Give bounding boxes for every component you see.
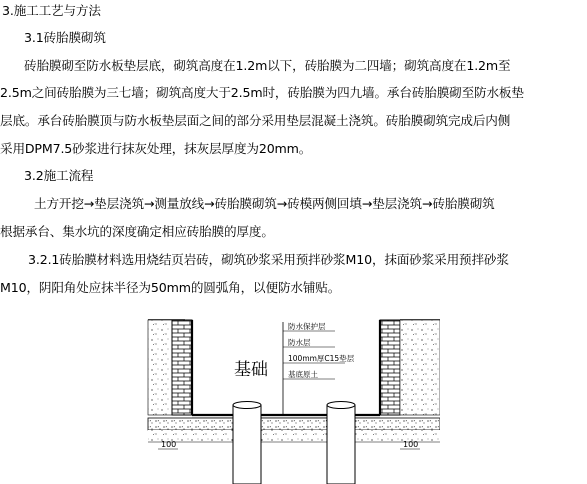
dimension-label: 100 <box>403 440 419 449</box>
dimension-label: 100 <box>161 440 177 449</box>
paragraph-line: M10，阴阳角处应抹半径为50mm的圆弧角，以便防水铺贴。 <box>0 280 341 295</box>
layer-label: 防水层 <box>288 338 311 347</box>
section-heading: 3.施工工艺与方法 <box>2 3 101 18</box>
flow-note: 根据承台、集水坑的深度确定相应砖胎膜的厚度。 <box>0 224 274 239</box>
subsection-heading-3-1: 3.1砖胎膜砌筑 <box>24 30 106 45</box>
layer-label: 防水保护层 <box>288 322 326 331</box>
figure-title: 基础 <box>234 360 268 380</box>
soil-right <box>400 320 440 415</box>
brick-wall-left <box>172 320 192 415</box>
paragraph-line: 采用DPM7.5砂浆进行抹灰处理，抹灰层厚度为20mm。 <box>0 141 312 156</box>
flow-line: 土方开挖→垫层浇筑→测量放线→砖胎膜砌筑→砖模两侧回填→垫层浇筑→砖胎膜砌筑 <box>34 196 495 211</box>
paragraph-line: 3.2.1砖胎膜材料选用烧结页岩砖，砌筑砂浆采用预拌砂浆M10，抹面砂浆采用预拌砂浆 <box>28 252 509 267</box>
soil-left <box>148 320 172 415</box>
layer-label: 100mm厚C15垫层 <box>288 354 355 363</box>
pile-left <box>233 402 261 484</box>
brick-wall-right <box>380 320 400 415</box>
cushion-layer <box>148 418 440 430</box>
paragraph-line: 2.5m之间砖胎膜为三七墙；砌筑高度大于2.5m时，砖胎膜为四九墙。承台砖胎膜砌至防水板垫 <box>0 85 524 100</box>
pile-right <box>327 402 355 484</box>
layer-label: 基底原土 <box>288 370 318 379</box>
paragraph-line: 层底。承台砖胎膜顶与防水板垫层面之间的部分采用垫层混凝土浇筑。砖胎膜砌筑完成后内侧 <box>0 113 511 128</box>
paragraph-line: 砖胎膜砌至防水板垫层底，砌筑高度在1.2m以下，砖胎膜为二四墙；砌筑高度在1.2m至 <box>24 58 511 73</box>
subsection-heading-3-2: 3.2施工流程 <box>24 168 94 183</box>
foundation-section-figure <box>130 317 440 484</box>
